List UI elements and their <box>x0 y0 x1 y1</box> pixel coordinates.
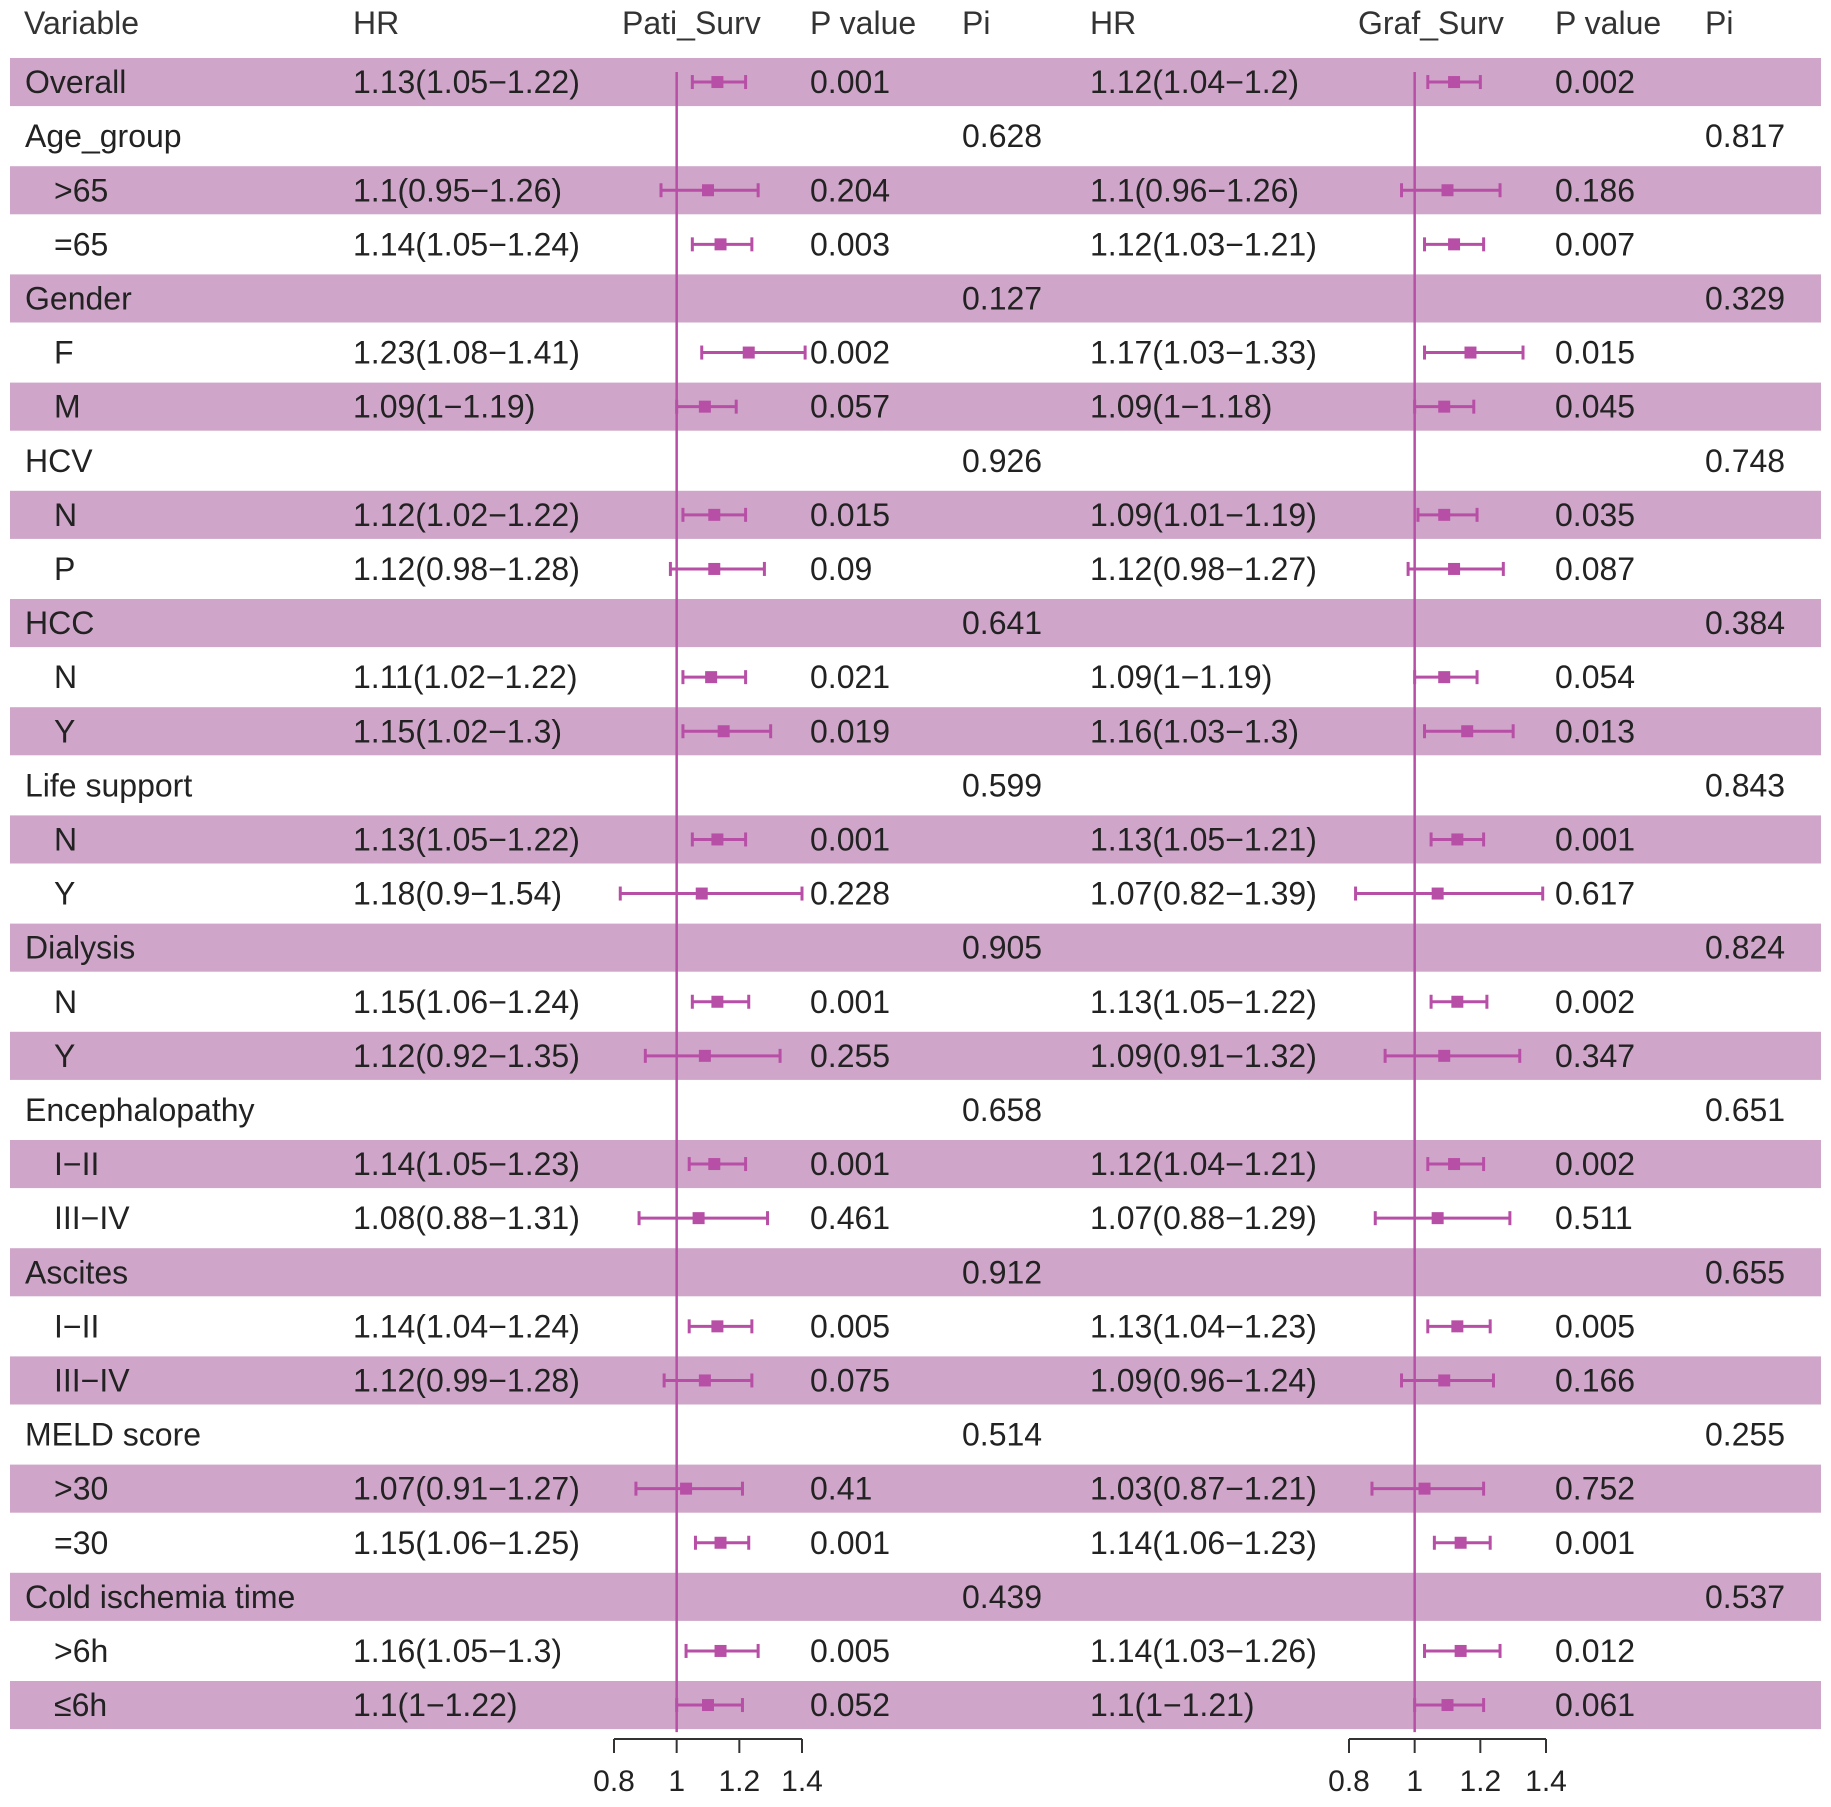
pi-value-pati: 0.912 <box>962 1254 1043 1291</box>
hr-value-graf: 1.09(1−1.19) <box>1090 659 1273 696</box>
hr-point-graf <box>1461 725 1473 737</box>
row-band <box>10 1140 1821 1188</box>
p-value-pati: 0.228 <box>810 875 891 912</box>
row-label: N <box>54 983 78 1020</box>
p-value-graf: 0.013 <box>1555 713 1636 750</box>
pi-value-graf: 0.255 <box>1705 1416 1786 1453</box>
hr-point-graf <box>1455 1537 1467 1549</box>
row-band <box>10 166 1821 214</box>
row-band <box>10 58 1821 106</box>
hr-point-pati <box>718 725 730 737</box>
hr-value-graf: 1.09(1−1.18) <box>1090 388 1273 425</box>
p-value-graf: 0.002 <box>1555 1146 1636 1183</box>
header-plot-1: Pati_Surv <box>622 5 761 41</box>
hr-value-pati: 1.14(1.05−1.24) <box>353 226 580 263</box>
hr-value-graf: 1.13(1.05−1.22) <box>1090 983 1317 1020</box>
hr-value-pati: 1.18(0.9−1.54) <box>353 875 563 912</box>
p-value-pati: 0.41 <box>810 1470 873 1507</box>
hr-value-pati: 1.12(0.98−1.28) <box>353 550 580 587</box>
hr-point-pati <box>680 1483 692 1495</box>
hr-point-graf <box>1442 1699 1454 1711</box>
p-value-graf: 0.007 <box>1555 226 1636 263</box>
x-tick-label-pati: 1.2 <box>718 1765 761 1798</box>
forest-axes <box>593 1739 1567 1798</box>
hr-value-graf: 1.03(0.87−1.21) <box>1090 1470 1317 1507</box>
hr-value-pati: 1.12(0.92−1.35) <box>353 1037 580 1074</box>
p-value-pati: 0.005 <box>810 1308 891 1345</box>
hr-point-pati <box>711 833 723 845</box>
p-value-pati: 0.019 <box>810 713 891 750</box>
row-label: I−II <box>54 1308 100 1345</box>
p-value-graf: 0.347 <box>1555 1037 1636 1074</box>
p-value-pati: 0.002 <box>810 334 891 371</box>
pi-value-pati: 0.905 <box>962 929 1043 966</box>
header-p-value-2: P value <box>1555 5 1662 41</box>
row-label: Overall <box>25 64 127 101</box>
hr-point-pati <box>715 238 727 250</box>
p-value-graf: 0.186 <box>1555 172 1636 209</box>
p-value-pati: 0.005 <box>810 1632 891 1669</box>
header-p-value-1: P value <box>810 5 917 41</box>
hr-point-graf <box>1419 1483 1431 1495</box>
row-band <box>10 599 1821 647</box>
row-band <box>10 815 1821 863</box>
row-label: III−IV <box>54 1362 130 1399</box>
hr-value-graf: 1.09(0.96−1.24) <box>1090 1362 1317 1399</box>
row-label: F <box>54 334 74 371</box>
hr-point-graf <box>1438 1050 1450 1062</box>
row-label: III−IV <box>54 1200 130 1237</box>
p-value-graf: 0.012 <box>1555 1632 1636 1669</box>
hr-point-graf <box>1448 1158 1460 1170</box>
hr-value-pati: 1.13(1.05−1.22) <box>353 821 580 858</box>
hr-value-graf: 1.13(1.04−1.23) <box>1090 1308 1317 1345</box>
p-value-pati: 0.001 <box>810 983 891 1020</box>
x-tick-label-graf: 1.4 <box>1525 1765 1567 1798</box>
pi-value-graf: 0.329 <box>1705 280 1786 317</box>
header-hr-1: HR <box>353 5 400 41</box>
row-label: Encephalopathy <box>25 1091 255 1128</box>
hr-point-graf <box>1451 996 1463 1008</box>
row-band <box>10 1356 1821 1404</box>
hr-point-pati <box>693 1212 705 1224</box>
row-label: =30 <box>54 1524 109 1561</box>
row-label: Y <box>54 713 76 750</box>
row-label: Life support <box>25 767 193 804</box>
hr-point-graf <box>1464 347 1476 359</box>
row-band <box>10 1465 1821 1513</box>
hr-value-pati: 1.11(1.02−1.22) <box>353 659 578 696</box>
row-band <box>10 924 1821 972</box>
row-label: Y <box>54 1037 76 1074</box>
pi-value-graf: 0.651 <box>1705 1091 1786 1128</box>
p-value-graf: 0.045 <box>1555 388 1636 425</box>
hr-point-pati <box>743 347 755 359</box>
hr-point-pati <box>715 1537 727 1549</box>
row-band <box>10 274 1821 322</box>
row-bands <box>10 58 1821 1729</box>
hr-point-pati <box>711 996 723 1008</box>
hr-value-pati: 1.09(1−1.19) <box>353 388 536 425</box>
p-value-graf: 0.002 <box>1555 64 1636 101</box>
p-value-graf: 0.054 <box>1555 659 1636 696</box>
hr-point-graf <box>1455 1645 1467 1657</box>
hr-value-pati: 1.15(1.02−1.3) <box>353 713 563 750</box>
row-label: MELD score <box>25 1416 202 1453</box>
row-band <box>10 707 1821 755</box>
column-headers <box>24 5 1733 41</box>
p-value-graf: 0.015 <box>1555 334 1636 371</box>
p-value-pati: 0.09 <box>810 550 873 587</box>
row-label: Gender <box>25 280 132 317</box>
hr-value-graf: 1.1(0.96−1.26) <box>1090 172 1300 209</box>
p-value-graf: 0.001 <box>1555 821 1636 858</box>
pi-value-pati: 0.439 <box>962 1578 1043 1615</box>
hr-value-pati: 1.12(1.02−1.22) <box>353 496 580 533</box>
hr-value-graf: 1.14(1.06−1.23) <box>1090 1524 1317 1561</box>
hr-value-graf: 1.09(0.91−1.32) <box>1090 1037 1317 1074</box>
row-label: P <box>54 550 76 587</box>
hr-point-pati <box>705 671 717 683</box>
hr-value-pati: 1.16(1.05−1.3) <box>353 1632 563 1669</box>
pi-value-pati: 0.514 <box>962 1416 1043 1453</box>
hr-point-pati <box>708 509 720 521</box>
hr-value-graf: 1.07(0.88−1.29) <box>1090 1200 1317 1237</box>
hr-value-pati: 1.14(1.04−1.24) <box>353 1308 580 1345</box>
p-value-pati: 0.461 <box>810 1200 891 1237</box>
row-label: >65 <box>54 172 109 209</box>
p-value-pati: 0.057 <box>810 388 891 425</box>
pi-value-pati: 0.926 <box>962 442 1043 479</box>
hr-point-pati <box>702 184 714 196</box>
hr-value-pati: 1.1(1−1.22) <box>353 1687 518 1724</box>
pi-value-graf: 0.817 <box>1705 118 1786 155</box>
hr-point-pati <box>711 76 723 88</box>
p-value-graf: 0.752 <box>1555 1470 1636 1507</box>
p-value-graf: 0.617 <box>1555 875 1636 912</box>
row-label: I−II <box>54 1146 100 1183</box>
hr-point-graf <box>1438 509 1450 521</box>
hr-value-graf: 1.12(1.04−1.21) <box>1090 1146 1317 1183</box>
p-value-graf: 0.166 <box>1555 1362 1636 1399</box>
pi-value-pati: 0.599 <box>962 767 1043 804</box>
hr-value-pati: 1.1(0.95−1.26) <box>353 172 563 209</box>
pi-value-pati: 0.641 <box>962 605 1043 642</box>
pi-value-pati: 0.127 <box>962 280 1043 317</box>
header-pi-2: Pi <box>1705 5 1734 41</box>
p-value-pati: 0.015 <box>810 496 891 533</box>
row-band <box>10 1248 1821 1296</box>
header-hr-2: HR <box>1090 5 1137 41</box>
hr-value-graf: 1.14(1.03−1.26) <box>1090 1632 1317 1669</box>
hr-point-graf <box>1432 888 1444 900</box>
hr-point-pati <box>708 1158 720 1170</box>
pi-value-graf: 0.748 <box>1705 442 1786 479</box>
pi-value-graf: 0.655 <box>1705 1254 1786 1291</box>
hr-value-pati: 1.14(1.05−1.23) <box>353 1146 580 1183</box>
header-variable: Variable <box>24 5 140 41</box>
p-value-graf: 0.035 <box>1555 496 1636 533</box>
p-value-graf: 0.005 <box>1555 1308 1636 1345</box>
p-value-graf: 0.002 <box>1555 983 1636 1020</box>
p-value-graf: 0.061 <box>1555 1687 1636 1724</box>
hr-point-pati <box>699 1050 711 1062</box>
hr-point-graf <box>1438 401 1450 413</box>
hr-point-graf <box>1432 1212 1444 1224</box>
row-label: HCV <box>25 442 93 479</box>
p-value-pati: 0.204 <box>810 172 891 209</box>
hr-point-pati <box>711 1320 723 1332</box>
hr-point-pati <box>699 401 711 413</box>
hr-value-graf: 1.12(0.98−1.27) <box>1090 550 1317 587</box>
hr-value-graf: 1.09(1.01−1.19) <box>1090 496 1317 533</box>
hr-point-pati <box>715 1645 727 1657</box>
p-value-graf: 0.511 <box>1555 1200 1633 1237</box>
row-label: N <box>54 659 78 696</box>
hr-point-graf <box>1451 833 1463 845</box>
hr-value-graf: 1.13(1.05−1.21) <box>1090 821 1317 858</box>
row-label: Ascites <box>25 1254 129 1291</box>
header-pi-1: Pi <box>962 5 991 41</box>
p-value-graf: 0.087 <box>1555 550 1636 587</box>
x-tick-label-pati: 0.8 <box>593 1765 635 1798</box>
row-label: N <box>54 821 78 858</box>
row-label: Cold ischemia time <box>25 1578 296 1615</box>
p-value-pati: 0.052 <box>810 1687 891 1724</box>
header-plot-2: Graf_Surv <box>1358 5 1504 41</box>
hr-point-graf <box>1448 238 1460 250</box>
row-label: >30 <box>54 1470 109 1507</box>
pi-value-graf: 0.384 <box>1705 605 1786 642</box>
hr-point-graf <box>1448 563 1460 575</box>
row-label: Y <box>54 875 76 912</box>
p-value-graf: 0.001 <box>1555 1524 1636 1561</box>
row-band <box>10 1032 1821 1080</box>
pi-value-graf: 0.824 <box>1705 929 1786 966</box>
hr-point-pati <box>699 1374 711 1386</box>
row-label: Dialysis <box>25 929 136 966</box>
hr-value-graf: 1.1(1−1.21) <box>1090 1687 1255 1724</box>
row-band <box>10 383 1821 431</box>
hr-point-pati <box>708 563 720 575</box>
hr-point-graf <box>1438 1374 1450 1386</box>
x-tick-label-pati: 1 <box>668 1765 686 1798</box>
hr-point-graf <box>1438 671 1450 683</box>
row-label: N <box>54 496 78 533</box>
hr-value-pati: 1.07(0.91−1.27) <box>353 1470 580 1507</box>
hr-value-pati: 1.23(1.08−1.41) <box>353 334 580 371</box>
hr-value-graf: 1.12(1.04−1.2) <box>1090 64 1300 101</box>
p-value-pati: 0.255 <box>810 1037 891 1074</box>
hr-value-graf: 1.07(0.82−1.39) <box>1090 875 1317 912</box>
pi-value-pati: 0.658 <box>962 1091 1043 1128</box>
row-label: ≤6h <box>54 1687 108 1724</box>
pi-value-graf: 0.843 <box>1705 767 1786 804</box>
row-band <box>10 491 1821 539</box>
hr-value-graf: 1.12(1.03−1.21) <box>1090 226 1317 263</box>
pi-value-graf: 0.537 <box>1705 1578 1786 1615</box>
p-value-pati: 0.001 <box>810 821 891 858</box>
p-value-pati: 0.001 <box>810 1146 891 1183</box>
row-label: =65 <box>54 226 109 263</box>
hr-value-pati: 1.15(1.06−1.24) <box>353 983 580 1020</box>
hr-point-pati <box>696 888 708 900</box>
x-tick-label-graf: 0.8 <box>1328 1765 1370 1798</box>
row-band <box>10 1681 1821 1729</box>
row-label: M <box>54 388 81 425</box>
hr-value-pati: 1.15(1.06−1.25) <box>353 1524 580 1561</box>
hr-value-pati: 1.13(1.05−1.22) <box>353 64 580 101</box>
hr-value-pati: 1.08(0.88−1.31) <box>353 1200 580 1237</box>
p-value-pati: 0.075 <box>810 1362 891 1399</box>
row-label: HCC <box>25 605 95 642</box>
x-tick-label-graf: 1.2 <box>1459 1765 1502 1798</box>
row-label: >6h <box>54 1632 109 1669</box>
hr-value-graf: 1.17(1.03−1.33) <box>1090 334 1317 371</box>
x-tick-label-graf: 1 <box>1406 1765 1424 1798</box>
p-value-pati: 0.003 <box>810 226 891 263</box>
hr-point-graf <box>1448 76 1460 88</box>
x-tick-label-pati: 1.4 <box>781 1765 823 1798</box>
p-value-pati: 0.001 <box>810 1524 891 1561</box>
hr-point-graf <box>1442 184 1454 196</box>
pi-value-pati: 0.628 <box>962 118 1043 155</box>
row-label: Age_group <box>25 118 182 155</box>
hr-value-pati: 1.12(0.99−1.28) <box>353 1362 580 1399</box>
hr-point-pati <box>702 1699 714 1711</box>
hr-value-graf: 1.16(1.03−1.3) <box>1090 713 1300 750</box>
hr-point-graf <box>1451 1320 1463 1332</box>
p-value-pati: 0.001 <box>810 64 891 101</box>
p-value-pati: 0.021 <box>810 659 891 696</box>
